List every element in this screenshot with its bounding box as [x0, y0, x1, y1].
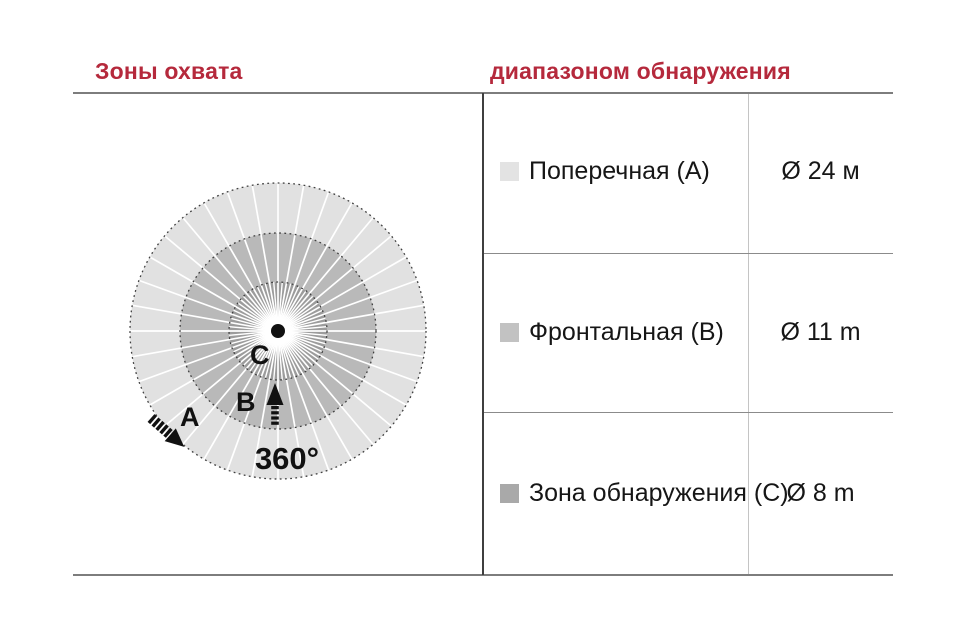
- zone-c-swatch: [500, 484, 519, 503]
- zone-c-label: Зона обнаружения (С): [529, 478, 789, 507]
- row-separator: [484, 412, 893, 413]
- zone-a-label: Поперечная (А): [529, 156, 710, 185]
- table-left-divider: [482, 93, 484, 575]
- zone-a-diameter-value: Ø 24 м: [781, 156, 860, 185]
- coverage-zones-diagram: [126, 179, 430, 483]
- center-dot: [271, 324, 285, 338]
- table-row: [500, 473, 893, 513]
- right-section-title: диапазоном обнаружения: [490, 58, 791, 84]
- table-row: [500, 312, 893, 352]
- zone-b-diameter-value: Ø 11 m: [780, 317, 861, 346]
- table-row: [500, 151, 893, 191]
- zone-b-swatch: [500, 323, 519, 342]
- left-section-title: Зоны охвата: [95, 58, 243, 84]
- zone-a-swatch: [500, 162, 519, 181]
- zone-b-label: Фронтальная (В): [529, 317, 724, 346]
- zone-label-a: A: [180, 402, 200, 432]
- row-separator: [484, 253, 893, 254]
- zone-c-diameter-value: Ø 8 m: [786, 478, 855, 507]
- rotation-360-label: 360°: [254, 441, 320, 476]
- zone-label-b: B: [236, 387, 256, 417]
- zone-label-c: C: [250, 340, 270, 370]
